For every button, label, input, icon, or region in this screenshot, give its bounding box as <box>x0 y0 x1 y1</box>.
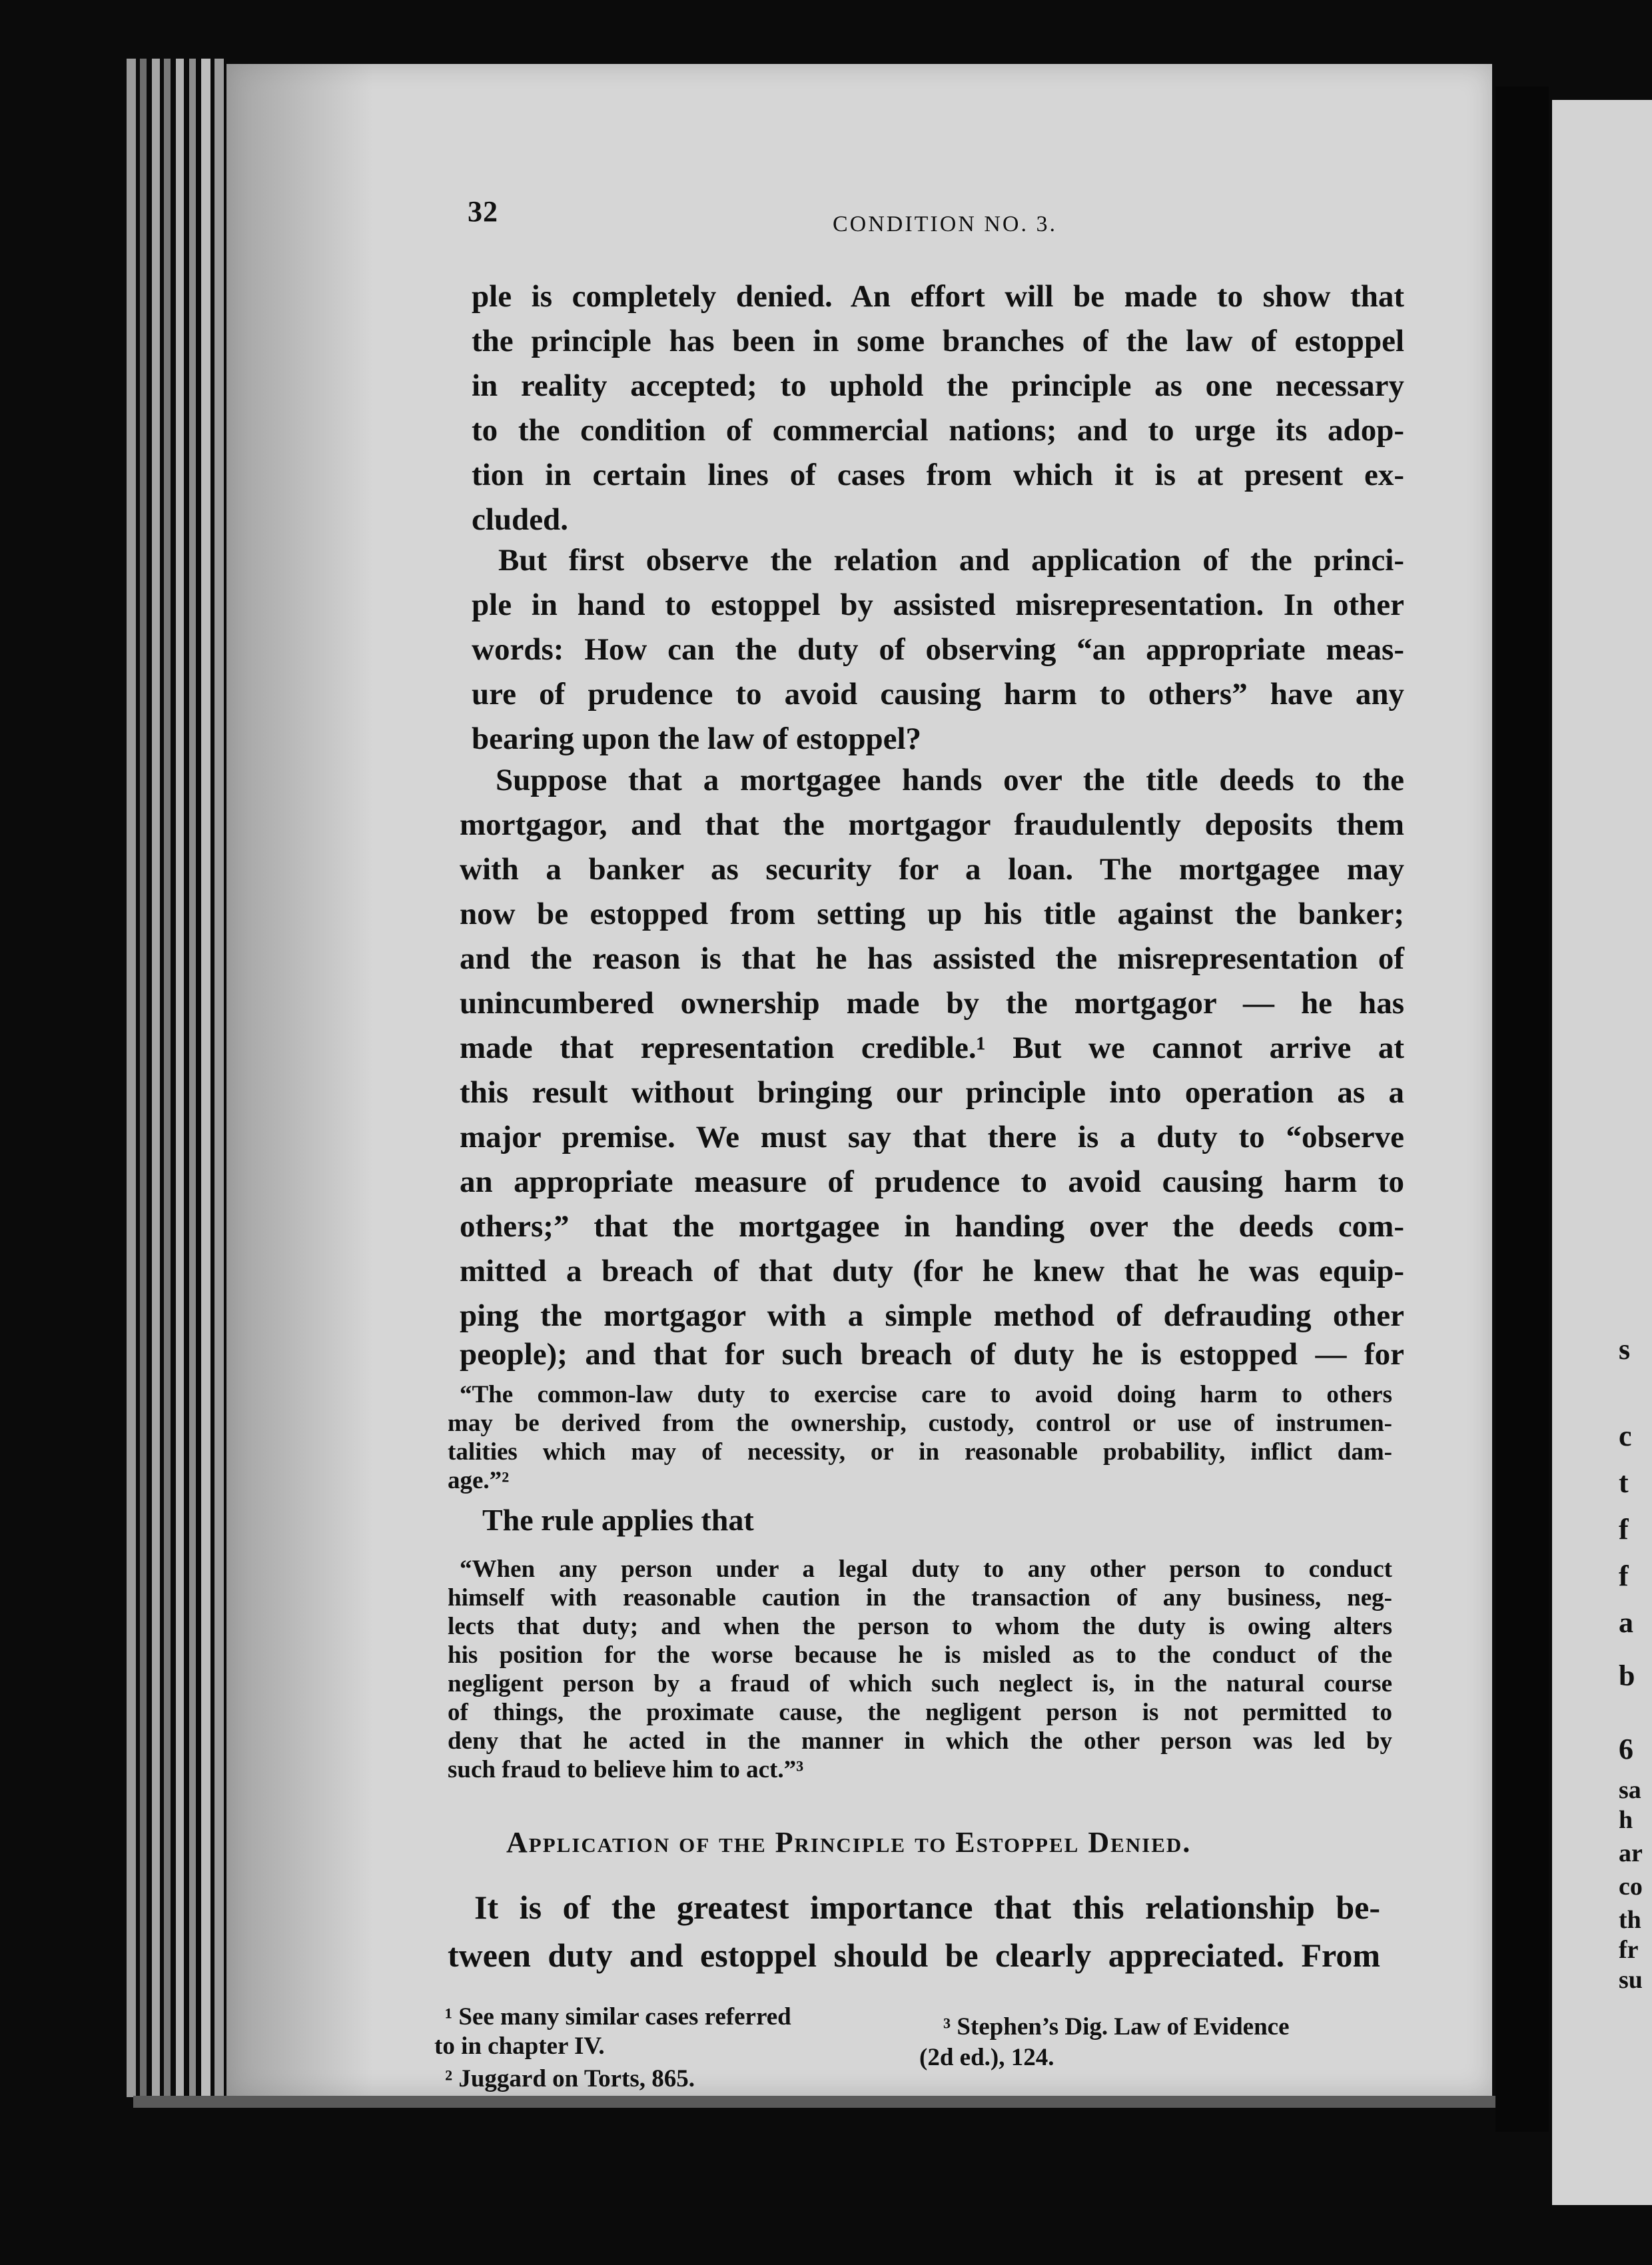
body-line: now be estopped from setting up his title against the banker; <box>460 897 1404 931</box>
book-edge <box>176 59 184 2097</box>
body-line: ple in hand to estoppel by assisted misrepresentation. In other <box>472 588 1404 622</box>
running-head: CONDITION NO. 3. <box>833 212 1057 236</box>
body-line: tion in certain lines of cases from which it is at present ex- <box>472 458 1404 492</box>
body-line: made that representation credible.¹ But we cannot arrive at <box>460 1031 1404 1065</box>
facing-page-fragment: h <box>1619 1806 1633 1834</box>
facing-page-fragment: c <box>1619 1420 1632 1452</box>
facing-page-fragment: f <box>1619 1560 1629 1592</box>
facing-page-fragment: a <box>1619 1606 1633 1639</box>
quote-line: “When any person under a legal duty to any other person to conduct <box>460 1556 1392 1583</box>
body-line: ping the mortgagor with a simple method of defrauding other <box>460 1298 1404 1333</box>
body-line: bearing upon the law of estoppel? <box>472 721 922 756</box>
body-line: words: How can the duty of observing “an appropriate meas- <box>472 632 1404 667</box>
body-line: the principle has been in some branches of the law of estoppel <box>472 324 1404 358</box>
facing-page-fragment: s <box>1619 1333 1631 1366</box>
facing-page-fragment: ar <box>1619 1839 1643 1867</box>
book-edge <box>152 59 160 2097</box>
book-edge <box>189 59 196 2097</box>
facing-page-fragment: sa <box>1619 1776 1641 1804</box>
facing-page-fragment: b <box>1619 1659 1635 1692</box>
body-line: mortgagor, and that the mortgagor fraudulently deposits them <box>460 807 1404 842</box>
body-line: others;” that the mortgagee in handing over the deeds com- <box>460 1209 1404 1244</box>
body-line: ure of prudence to avoid causing harm to others” have any <box>472 677 1404 711</box>
section-heading: Application of the Principle to Estoppel Denied. <box>506 1826 1192 1859</box>
quote-line: such fraud to believe him to act.”³ <box>448 1756 804 1783</box>
body-line: this result without bringing our principle into operation as a <box>460 1075 1404 1110</box>
body-line: Suppose that a mortgagee hands over the title deeds to the <box>496 763 1404 797</box>
body-line: in reality accepted; to uphold the principle as one necessary <box>472 368 1404 403</box>
quote-line: may be derived from the ownership, custody, control or use of instrumen- <box>448 1410 1392 1437</box>
body-line: mitted a breach of that duty (for he knew that he was equip- <box>460 1254 1404 1288</box>
quote-line: deny that he acted in the manner in which the other person was led by <box>448 1727 1392 1755</box>
facing-page-fragment: f <box>1619 1513 1629 1546</box>
facing-page-fragment: su <box>1619 1966 1643 1994</box>
quote-line: talities which may of necessity, or in reasonable probability, inflict dam- <box>448 1438 1392 1466</box>
page-bottom-edge <box>133 2096 1519 2108</box>
rule-intro: The rule applies that <box>482 1503 754 1537</box>
book-gutter <box>1495 87 1549 2132</box>
body-line: major premise. We must say that there is a duty to “observe <box>460 1120 1404 1154</box>
body-line: tween duty and estoppel should be clearly appreciated. From <box>448 1937 1380 1974</box>
footnote-3-cont: (2d ed.), 124. <box>919 2044 1054 2071</box>
footnote-2: ² Juggard on Torts, 865. <box>445 2065 695 2092</box>
page-number: 32 <box>468 195 498 228</box>
quote-line: lects that duty; and when the person to whom the duty is owing alters <box>448 1613 1392 1640</box>
quote-line: his position for the worse because he is misled as to the conduct of the <box>448 1641 1392 1669</box>
facing-page-fragment: fr <box>1619 1936 1639 1964</box>
page-shadow <box>226 64 373 2096</box>
quote-line: negligent person by a fraud of which such neglect is, in the natural course <box>448 1670 1392 1697</box>
quote-line: of things, the proximate cause, the negligent person is not permitted to <box>448 1699 1392 1726</box>
footnote-1-cont: to in chapter IV. <box>434 2033 605 2060</box>
body-line: ple is completely denied. An effort will be made to show that <box>472 279 1404 314</box>
body-line: to the condition of commercial nations; and to urge its adop- <box>472 413 1404 448</box>
body-line: with a banker as security for a loan. The mortgagee may <box>460 852 1404 887</box>
quote-line: age.”² <box>448 1467 510 1494</box>
facing-page-fragment: co <box>1619 1873 1643 1901</box>
quote-line: himself with reasonable caution in the transaction of any business, neg- <box>448 1584 1392 1611</box>
facing-page-fragment: t <box>1619 1466 1629 1499</box>
body-line: unincumbered ownership made by the mortgagor — he has <box>460 986 1404 1021</box>
footnote-1: ¹ See many similar cases referred <box>445 2003 791 2031</box>
body-line: people); and that for such breach of duty he is estopped — for <box>460 1337 1404 1372</box>
book-edge <box>140 59 147 2097</box>
body-line: and the reason is that he has assisted the misrepresentation of <box>460 941 1404 976</box>
book-edge <box>164 59 171 2097</box>
body-line: cluded. <box>472 502 568 537</box>
footnote-3: ³ Stephen’s Dig. Law of Evidence <box>943 2013 1290 2040</box>
facing-page-fragment: th <box>1619 1906 1641 1934</box>
book-edge <box>127 59 136 2097</box>
book-edge <box>201 59 210 2097</box>
facing-page-fragment: 6 <box>1619 1733 1633 1765</box>
book-edge <box>214 59 224 2097</box>
body-line: But first observe the relation and application of the princi- <box>498 543 1404 578</box>
quote-line: “The common-law duty to exercise care to avoid doing harm to others <box>460 1381 1392 1408</box>
body-line: an appropriate measure of prudence to avoid causing harm to <box>460 1164 1404 1199</box>
body-line: It is of the greatest importance that this relationship be- <box>474 1889 1380 1926</box>
